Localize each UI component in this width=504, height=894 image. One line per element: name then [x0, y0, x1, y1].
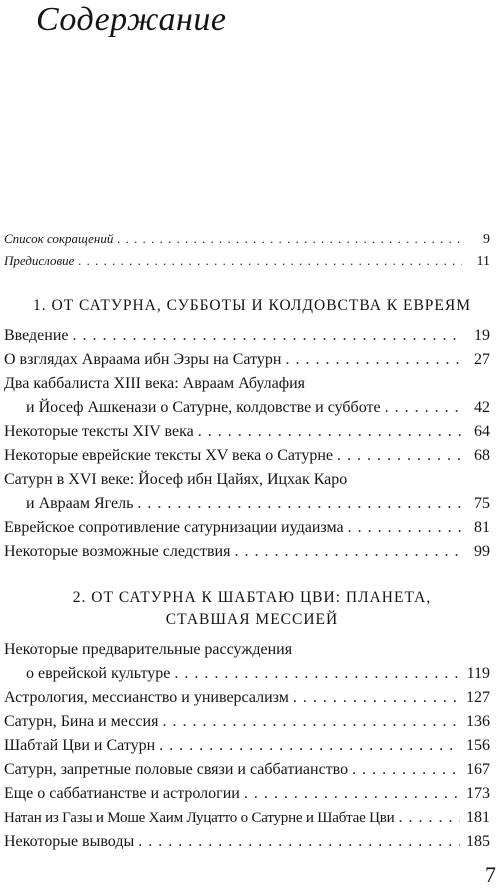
toc-entry-label: Некоторые возможные следствия: [4, 543, 231, 560]
toc-page-number: 127: [466, 689, 490, 706]
toc-page-number: 64: [474, 423, 490, 440]
toc-entry[interactable]: [4, 712, 490, 732]
dot-leader: [352, 760, 460, 780]
toc-entry[interactable]: [26, 494, 490, 514]
toc-entry-label: Астрология, мессианство и универсализм: [4, 689, 289, 706]
dot-leader: [348, 518, 462, 538]
dot-leader: [244, 784, 460, 804]
toc-entry-label: Предисловие: [4, 253, 75, 268]
toc-entry-label: Некоторые выводы: [4, 833, 135, 850]
toc-page-number: 99: [474, 543, 490, 560]
toc-entry-label: Шабтай Цви и Сатурн: [4, 737, 156, 754]
toc-entry[interactable]: [4, 832, 490, 852]
toc-entry-label: Сатурн, запретные половые связи и саббатианство: [4, 761, 349, 778]
toc-page-number: 19: [474, 327, 490, 344]
toc-entry-label: Еще о саббатианстве и астрологии: [4, 785, 240, 802]
toc-page-number: 68: [474, 447, 490, 464]
toc-entry-label: Список сокращений: [4, 231, 114, 246]
toc-page-number: 11: [476, 254, 490, 269]
page-folio-number: 7: [485, 862, 496, 887]
toc-entry[interactable]: [26, 664, 490, 684]
dot-leader: [174, 664, 460, 684]
toc-entry-label: и Йосеф Ашкенази о Сатурне, колдовстве и субботе: [26, 399, 381, 416]
dot-leader: [285, 350, 462, 370]
dot-leader: [398, 808, 460, 828]
dot-leader: [137, 494, 462, 514]
dot-leader: [337, 446, 462, 466]
toc-page-number: 173: [466, 785, 490, 802]
toc-entry[interactable]: [4, 736, 490, 756]
toc-entry-preface[interactable]: [4, 251, 490, 272]
dot-leader: [385, 398, 462, 418]
toc-page-number: 119: [466, 665, 490, 682]
toc-entry-label: о еврейской культуре: [26, 665, 171, 682]
toc-page-number: 181: [466, 809, 490, 826]
toc-entry[interactable]: [4, 760, 490, 780]
part-2-heading-line-2: СТАВШАЯ МЕССИЕЙ: [165, 611, 339, 628]
toc-page-number: 136: [466, 713, 490, 730]
dot-leader: [73, 326, 463, 346]
toc-entry-label: и Авраам Ягель: [26, 495, 134, 512]
toc-page-number: 81: [474, 519, 490, 536]
dot-leader: [78, 251, 462, 271]
toc-entry-abbreviations[interactable]: [4, 229, 490, 250]
toc-entry[interactable]: [4, 350, 490, 370]
toc-entry[interactable]: [26, 398, 490, 418]
toc-entry[interactable]: [4, 518, 490, 538]
toc-page-number: 156: [466, 737, 490, 754]
toc-entry[interactable]: [4, 422, 490, 442]
dot-leader: [138, 832, 460, 852]
toc-page-number: 75: [474, 495, 490, 512]
toc-entry[interactable]: [4, 326, 490, 346]
page-title: Содержание: [36, 1, 227, 38]
toc-entry-first-line[interactable]: Сатурн в XVI веке: Йосеф ибн Цайях, Ицхак Каро: [4, 471, 348, 488]
toc-entry[interactable]: [4, 688, 490, 708]
toc-page-number: 42: [474, 399, 490, 416]
dot-leader: [159, 736, 460, 756]
toc-entry[interactable]: [4, 542, 490, 562]
toc-entry-label: Некоторые еврейские тексты XV века о Сатурне: [4, 447, 334, 464]
toc-entry[interactable]: [4, 446, 490, 466]
toc-page-number: 9: [483, 232, 490, 247]
toc-entry-label: Сатурн, Бина и мессия: [4, 713, 159, 730]
dot-leader: [162, 712, 460, 732]
toc-page-number: 27: [474, 351, 490, 368]
toc-entry-label: Еврейское сопротивление сатурнизации иудаизма: [4, 519, 344, 536]
part-1-heading: 1. ОТ САТУРНА, СУББОТЫ И КОЛДОВСТВА К ЕВРЕЯМ: [32, 297, 472, 314]
dot-leader: [117, 229, 462, 249]
toc-page-number: 185: [466, 833, 490, 850]
dot-leader: [198, 422, 462, 442]
toc-entry-first-line[interactable]: Некоторые предварительные рассуждения: [4, 641, 293, 658]
toc-entry-label: Натан из Газы и Моше Хаим Луцатто о Сатурне и Шабтае Цви: [4, 810, 395, 826]
toc-entry-first-line[interactable]: Два каббалиста XIII века: Авраам Абулафия: [4, 375, 306, 392]
toc-page-number: 167: [466, 761, 490, 778]
toc-entry[interactable]: [4, 784, 490, 804]
toc-entry-label: Некоторые тексты XIV века: [4, 423, 194, 440]
toc-entry-label: Введение: [4, 327, 69, 344]
dot-leader: [293, 688, 460, 708]
toc-entry[interactable]: [4, 808, 490, 828]
dot-leader: [234, 542, 462, 562]
toc-entry-label: О взглядах Авраама ибн Эзры на Сатурн: [4, 351, 282, 368]
part-2-heading: 2. ОТ САТУРНА К ШАБТАЮ ЦВИ: ПЛАНЕТА,: [72, 589, 432, 606]
